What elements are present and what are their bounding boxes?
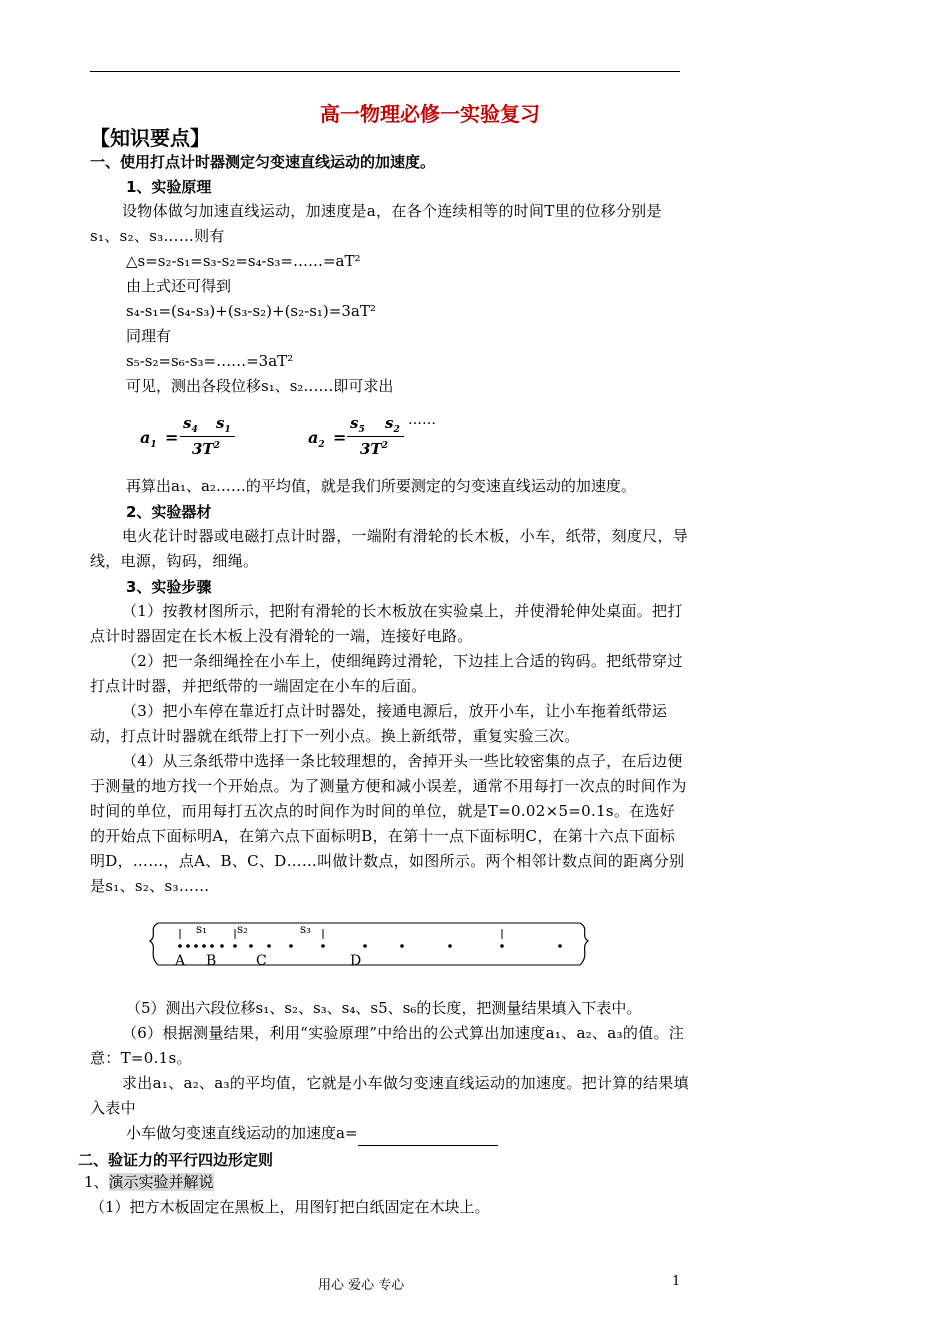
acceleration-answer-blank xyxy=(358,1131,498,1146)
principle-heading: 1、实验原理 xyxy=(126,178,212,196)
principle-mid-2: 同理有 xyxy=(126,327,172,345)
header-rule xyxy=(90,71,680,72)
tape-label-s3: s₃ xyxy=(300,922,311,936)
equation-3: s₅-s₂=s₆-s₃=……=3aT² xyxy=(126,352,294,370)
tape-label-b: B xyxy=(206,953,217,969)
step-7: 求出a₁、a₂、a₃的平均值，它就是小车做匀变速直线运动的加速度。把计算的结果填入表中 xyxy=(90,1074,689,1117)
tape-label-s1: s₁ xyxy=(196,922,207,936)
section1-heading: 一、使用打点计时器测定匀变速直线运动的加速度。 xyxy=(90,153,436,171)
section2-step1: （1）把方木板固定在黑板上，用图钉把白纸固定在木块上。 xyxy=(90,1198,490,1216)
equation-1: △s=s₂-s₁=s₃-s₂=s₄-s₃=……=aT² xyxy=(126,252,361,270)
tape-dots xyxy=(178,944,562,948)
equipment-text: 电火花计时器或电磁打点计时器，一端附有滑轮的长木板，小车，纸带，刻度尺，导线，电源，钩码，细绳。 xyxy=(90,527,689,570)
principle-after: 再算出a₁、a₂……的平均值，就是我们所要测定的匀变速直线运动的加速度。 xyxy=(126,477,636,495)
principle-mid-3: 可见，测出各段位移s₁、s₂……即可求出 xyxy=(126,377,394,395)
equation-2: s₄-s₁=(s₄-s₃)+(s₃-s₂)+(s₂-s₁)=3aT² xyxy=(126,302,376,320)
tape-label-c: C xyxy=(256,953,267,969)
equipment-heading: 2、实验器材 xyxy=(126,503,212,521)
page-title: 高一物理必修一实验复习 xyxy=(320,102,540,126)
tape-label-d: D xyxy=(350,953,362,969)
principle-mid-1: 由上式还可得到 xyxy=(126,277,232,295)
knowledge-header: 【知识要点】 xyxy=(90,126,210,150)
step-6: （6）根据测量结果，利用“实验原理”中给出的公式算出加速度a₁、a₂、a₃的值。注意：T=0.1s。 xyxy=(90,1024,685,1067)
section2-sub1: 1、演示实验并解说 xyxy=(84,1173,214,1191)
step-4: （4）从三条纸带中选择一条比较理想的，舍掉开头一些比较密集的点子，在后边便于测量的地方找一个开始点。为了测量方便和减小误差，通常不用每打一次点的时间作为时间的单位，而用每打五次点的时间作为时间的单位，就是T=0.02×5=0.1s。在选好的开始点下面标明A，在第六点下面标明B，在第十一点下面标明C，在第十六点下面标明D，……，点A、B、C、D……叫做计数点，如图所示。两个相邻计数点间的距离分别是s₁、s₂、s₃…… xyxy=(90,752,687,895)
step-2: （2）把一条细绳拴在小车上，使细绳跨过滑轮，下边挂上合适的钩码。把纸带穿过打点计时器，并把纸带的一端固定在小车的后面。 xyxy=(90,652,683,695)
step-3: （3）把小车停在靠近打点计时器处，接通电源后，放开小车，让小车拖着纸带运动，打点计时器就在纸带上打下一列小点。换上新纸带，重复实验三次。 xyxy=(90,702,668,745)
steps-heading: 3、实验步骤 xyxy=(126,578,212,596)
step-1: （1）按教材图所示，把附有滑轮的长木板放在实验桌上，并使滑轮伸处桌面。把打点计时器固定在长木板上没有滑轮的一端，连接好电路。 xyxy=(90,602,683,645)
tape-label-a: A xyxy=(175,953,186,969)
section2-heading: 二、验证力的平行四边形定则 xyxy=(78,1151,274,1169)
principle-intro: 设物体做匀加速直线运动，加速度是a，在各个连续相等的时间T里的位移分别是s₁、s₂、s₃……则有 xyxy=(90,202,662,245)
tape-label-s2: s₂ xyxy=(237,922,248,936)
step-5: （5）测出六段位移s₁、s₂、s₃、s₄、s5、s₆的长度，把测量结果填入下表中。 xyxy=(126,999,642,1017)
step-8: 小车做匀变速直线运动的加速度a= xyxy=(126,1121,498,1146)
page-number: 1 xyxy=(672,1274,681,1289)
footer-motto: 用心 爱心 专心 xyxy=(318,1278,405,1293)
